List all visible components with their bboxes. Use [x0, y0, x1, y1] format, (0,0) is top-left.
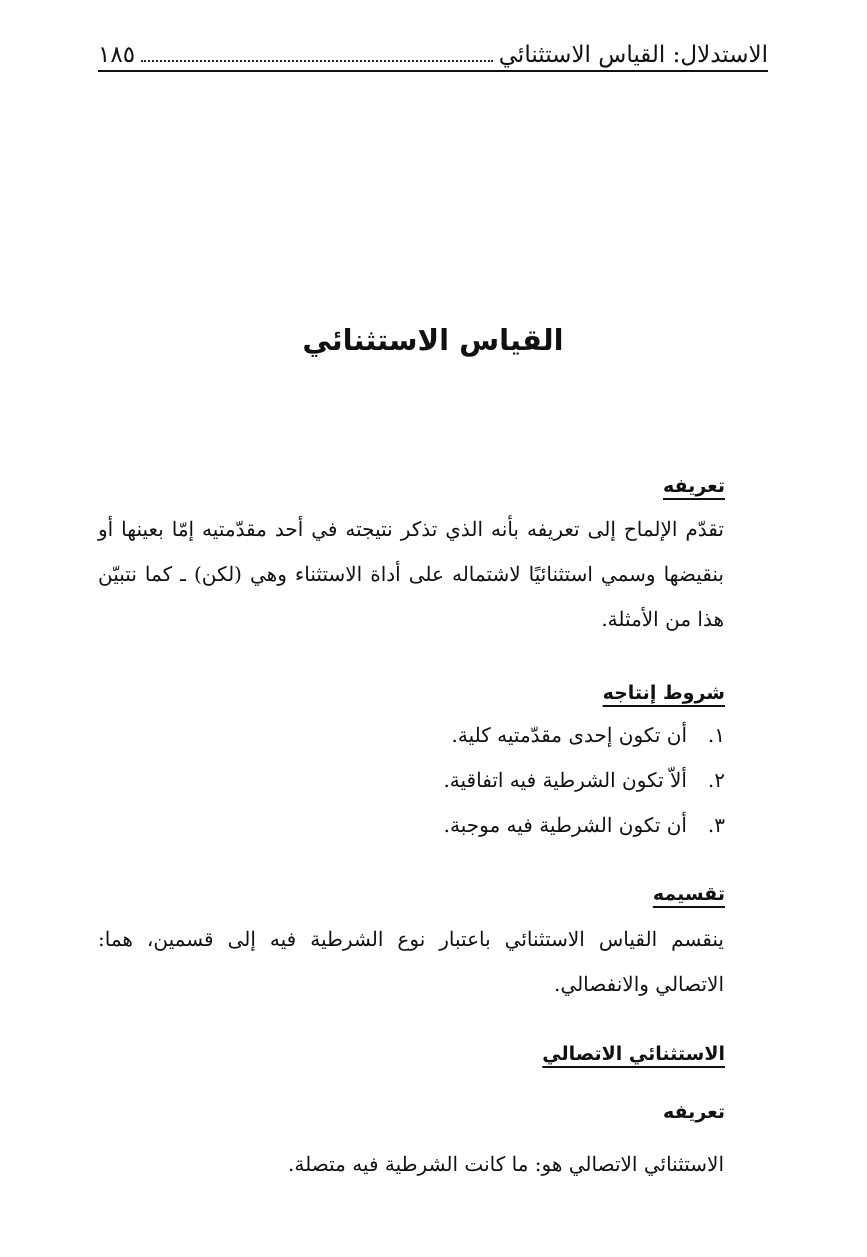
condition-number: ١.	[707, 723, 725, 747]
definition-paragraph: تقدّم الإلماح إلى تعريفه بأنه الذي تذكر نتيجته في أحد مقدّمتيه إمّا بعينها أو بنقيضها وسمي استثنائيًا لاشتماله على أداة الاستثناء وهي (لكن) ـ كما نتبيّن هذا من الأمثلة.	[98, 517, 724, 631]
condition-item	[165, 758, 725, 803]
condition-number: ٣.	[707, 813, 725, 837]
condition-number: ٢.	[707, 768, 725, 792]
dotted-leader	[141, 60, 493, 62]
header-rule	[98, 70, 768, 72]
condition-text: أن تكون إحدى مقدّمتيه كلية.	[451, 723, 687, 747]
connective-definition-heading: تعريفه	[662, 1101, 725, 1123]
condition-item	[165, 803, 725, 848]
conditions-heading: شروط إنتاجه	[602, 682, 725, 704]
running-header	[98, 34, 768, 70]
condition-item	[165, 713, 725, 758]
connective-definition-text: الاستثنائي الاتصالي هو: ما كانت الشرطية فيه متصلة.	[288, 1152, 724, 1176]
conditions-list	[165, 713, 725, 848]
condition-text: أن تكون الشرطية فيه موجبة.	[443, 813, 687, 837]
page-number: ١٨٥	[98, 42, 136, 68]
division-paragraph: ينقسم القياس الاستثنائي باعتبار نوع الشرطية فيه إلى قسمين، هما: الاتصالي والانفصالي.	[98, 927, 724, 996]
definition-heading: تعريفه	[662, 475, 725, 497]
division-heading: تقسيمه	[652, 883, 725, 905]
connective-heading: الاستثنائي الاتصالي	[542, 1043, 725, 1065]
chapter-title: القياس الاستثنائي	[302, 323, 564, 357]
condition-text: ألاّ تكون الشرطية فيه اتفاقية.	[443, 768, 687, 792]
running-title: الاستدلال: القياس الاستثنائي	[498, 42, 768, 68]
